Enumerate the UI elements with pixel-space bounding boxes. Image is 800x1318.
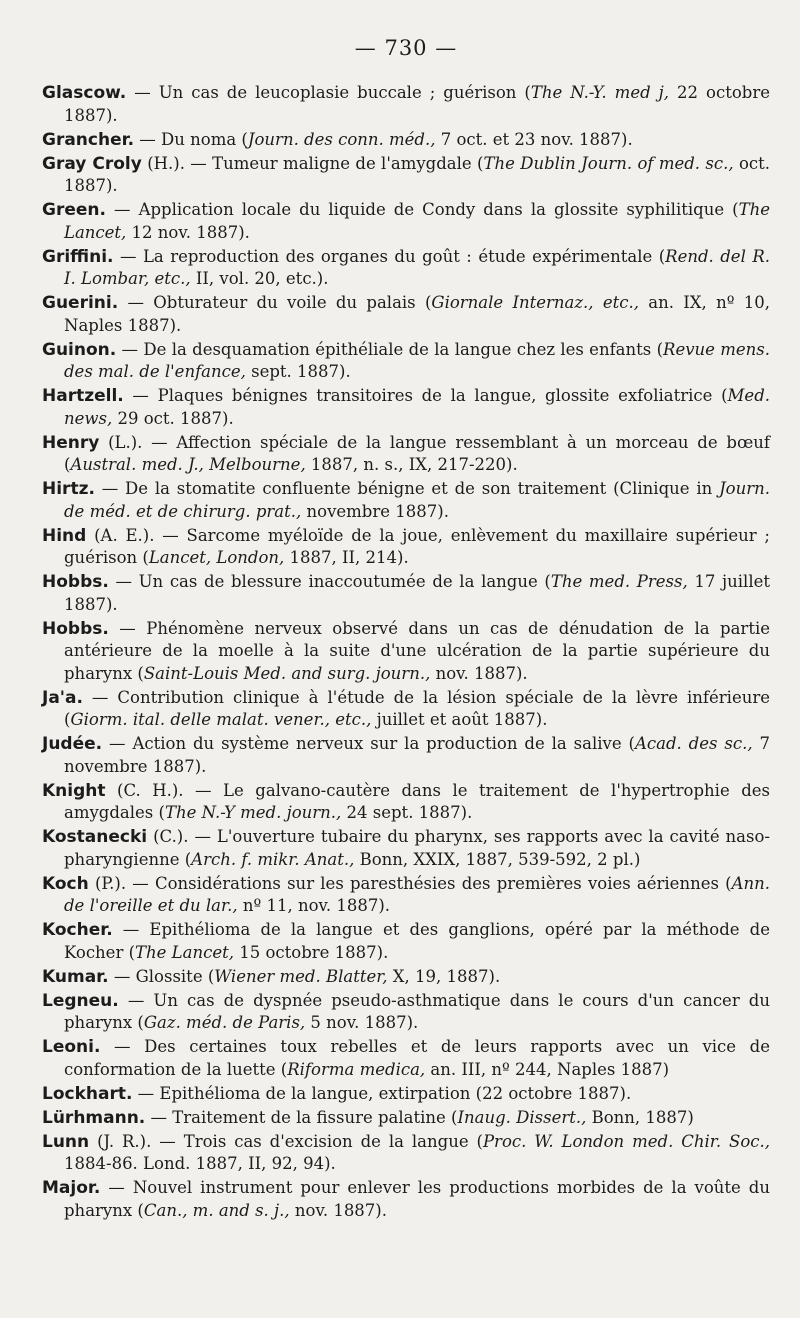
entry-details: II, vol. 20, etc.). (190, 269, 329, 288)
entry-source: Arch. f. mikr. Anat., (191, 849, 355, 869)
bibliography-entry (42, 919, 770, 964)
entry-author: Hobbs. (42, 618, 109, 639)
bibliography-entry (42, 780, 770, 825)
entry-details: 1887, n. s., IX, 217-220). (305, 455, 518, 474)
entry-source: The N.-Y med. journ., (164, 803, 342, 822)
entry-author: Hobbs. (42, 572, 109, 592)
entry-source: The N.-Y. med j, (530, 83, 670, 102)
entry-title: — De la desquamation épithéliale de la langue chez les enfants ( (116, 339, 664, 359)
entry-title: — Un cas de leucoplasie buccale ; guérison ( (126, 83, 531, 102)
entry-author: Glascow. (42, 83, 127, 103)
entry-title: (C.). — L'ouverture tubaire du pharynx, ses rapports avec la cavité naso-pharyngienne ( (64, 827, 770, 869)
entry-author: Hartzell. (42, 386, 124, 406)
entry-source: Journ. de méd. et de chirurg. prat., (64, 479, 770, 521)
entry-source: Lancet, London, (148, 548, 285, 567)
entry-author: Knight (42, 780, 106, 801)
bibliography-entry (42, 129, 770, 152)
entry-title: — Glossite ( (108, 966, 215, 986)
entry-details: X, 19, 1887). (387, 966, 501, 986)
entry-title: — Du noma ( (134, 129, 248, 149)
entry-source: The Dublin Journ. of med. sc., (483, 153, 734, 173)
entry-source: Giorm. ital. delle malat. vener., etc., (70, 710, 372, 729)
entry-author: Ja'a. (42, 687, 83, 708)
entry-title: — Plaques bénignes transitoires de la langue, glossite exfoliatrice ( (123, 386, 728, 405)
bibliography-entry (42, 246, 770, 291)
entry-author: Kumar. (42, 966, 109, 987)
entry-title: — Un cas de dyspnée pseudo-asthmatique dans le cours d'un cancer du pharynx ( (64, 990, 770, 1032)
entry-details: 15 octobre 1887). (233, 942, 389, 962)
bibliography-entry (42, 873, 770, 918)
entry-author: Griffini. (42, 246, 114, 267)
entry-source: The Lancet, (135, 942, 234, 962)
bibliography-entry (42, 153, 770, 198)
entry-details: nov. 1887). (289, 1200, 387, 1220)
entry-author: Judée. (42, 734, 103, 754)
bibliography-entry (42, 432, 770, 477)
bibliography-entry (42, 733, 770, 778)
bibliography-entry (42, 339, 770, 384)
entry-source: Saint-Louis Med. and surg. journ., (143, 663, 431, 683)
entry-source: Riforma medica, (287, 1059, 426, 1079)
entry-author: Lunn (42, 1131, 90, 1152)
entry-title: — Action du système nerveux sur la production de la salive ( (102, 734, 635, 753)
entry-details: an. IX, nº 10, Naples 1887). (64, 293, 770, 335)
entry-details: sept. 1887). (245, 362, 351, 381)
bibliography-entry (42, 826, 770, 871)
bibliography-entry (42, 1177, 770, 1222)
entry-details: 29 oct. 1887). (112, 408, 234, 428)
bibliography-entry (42, 385, 770, 430)
entry-author: Guinon. (42, 339, 117, 360)
bibliography-entry (42, 990, 770, 1035)
entry-author: Kostanecki (42, 827, 148, 847)
entry-details: 5 nov. 1887). (305, 1013, 419, 1032)
entry-title: — Epithélioma de la langue et des ganglions, opéré par la méthode de Kocher ( (64, 920, 770, 962)
entry-source: Wiener med. Blatter, (214, 966, 388, 986)
entry-source: Gaz. méd. de Paris, (143, 1013, 306, 1032)
entry-title: — La reproduction des organes du goût : étude expérimentale ( (113, 246, 666, 266)
bibliography-entry (42, 525, 770, 570)
entry-details: nº 11, nov. 1887). (237, 896, 391, 915)
entry-details: 1887, II, 214). (284, 548, 409, 567)
entry-title: (A. E.). — Sarcome myéloïde de la joue, enlèvement du maxillaire supérieur ; guérison ( (64, 525, 770, 567)
entry-title: — Phénomène nerveux observé dans un cas de dénudation de la partie antérieure de la moelle à la suite d'une ulcération de la partie supérieure du pharynx ( (64, 618, 770, 683)
entry-title: — Traitement de la fissure palatine ( (145, 1107, 458, 1127)
entry-source: Proc. W. London med. Chir. Soc., (482, 1131, 770, 1151)
entry-source: Inaug. Dissert., (457, 1107, 587, 1127)
bibliography-entry (42, 687, 770, 732)
bibliography-entry (42, 1083, 770, 1106)
entry-title: — Contribution clinique à l'étude de la lésion spéciale de la lèvre inférieure ( (64, 687, 770, 729)
entry-details: 17 juillet 1887). (64, 572, 770, 614)
entry-author: Hirtz. (42, 479, 95, 499)
entry-details: 1884-86. Lond. 1887, II, 92, 94). (64, 1154, 336, 1173)
entry-title: — Nouvel instrument pour enlever les productions morbides de la voûte du pharynx ( (64, 1178, 770, 1220)
entry-source: Journ. des conn. méd., (247, 129, 436, 149)
entry-details: 24 sept. 1887). (341, 803, 473, 822)
entry-author: Gray Croly (42, 153, 142, 174)
entry-author: Koch (42, 873, 89, 894)
entry-author: Hind (42, 525, 87, 546)
entry-source: The Lancet, (64, 200, 770, 242)
bibliography-entry (42, 82, 770, 127)
entry-source: Med. news, (64, 386, 770, 428)
entry-details: Bonn, XXIX, 1887, 539-592, 2 pl.) (354, 849, 641, 869)
entry-author: Kocher. (42, 920, 113, 940)
entry-author: Legneu. (42, 990, 119, 1011)
entry-title: — Un cas de blessure inaccoutumée de la langue ( (108, 572, 551, 591)
entry-details: 12 nov. 1887). (126, 222, 250, 242)
entry-source: Ann. de l'oreille et du lar., (64, 873, 770, 915)
entry-title: — Application locale du liquide de Condy dans la glossite syphilitique ( (105, 200, 739, 219)
bibliography-entry (42, 966, 770, 989)
entry-source: Rend. del R. I. Lombar, etc., (64, 246, 770, 288)
entry-title: — Epithélioma de la langue, extirpation (22 octobre 1887). (132, 1083, 632, 1103)
entry-author: Grancher. (42, 129, 135, 150)
entry-title: (L.). — Affection spéciale de la langue ressemblant à un morceau de bœuf ( (64, 432, 770, 474)
entry-source: Giornale Internaz., etc., (431, 293, 639, 312)
entry-author: Henry (42, 432, 100, 453)
entry-details: nov. 1887). (430, 663, 528, 683)
entry-source: Can., m. and s. j., (143, 1200, 290, 1220)
entry-details: 22 octobre 1887). (64, 83, 770, 125)
entry-source: Acad. des sc., (634, 734, 753, 753)
entry-details: juillet et août 1887). (371, 710, 548, 729)
entry-title: — De la stomatite confluente bénigne et de son traitement (Clinique in (94, 479, 720, 498)
entry-author: Lürhmann. (42, 1107, 146, 1128)
entry-author: Leoni. (42, 1037, 101, 1057)
entry-author: Guerini. (42, 293, 119, 313)
entry-author: Major. (42, 1178, 101, 1198)
entry-details: an. III, nº 244, Naples 1887) (425, 1059, 670, 1079)
entry-source: Revue mens. des mal. de l'enfance, (64, 339, 770, 381)
entry-source: The med. Press, (550, 572, 688, 591)
bibliography-entry (42, 199, 770, 244)
entry-title: — Obturateur du voile du palais ( (118, 293, 432, 312)
entry-title: (C. H.). — Le galvano-cautère dans le traitement de l'hypertrophie des amygdales ( (64, 780, 770, 822)
bibliography-entry (42, 618, 770, 686)
entry-details: Bonn, 1887) (586, 1107, 694, 1127)
entry-source: Austral. med. J., Melbourne, (70, 455, 306, 474)
entry-title: — Des certaines toux rebelles et de leurs rapports avec un vice de conformation de la luette ( (64, 1037, 770, 1079)
bibliography-entry (42, 478, 770, 523)
entry-title: (H.). — Tumeur maligne de l'amygdale ( (141, 153, 484, 173)
page-number: — 730 — (354, 36, 458, 60)
entry-details: 7 oct. et 23 nov. 1887). (435, 129, 633, 149)
entry-details: oct. 1887). (64, 153, 770, 195)
bibliography-entry (42, 1107, 770, 1130)
entry-author: Lockhart. (42, 1083, 133, 1104)
bibliography-entry (42, 1131, 770, 1176)
bibliography-entry (42, 571, 770, 616)
entry-details: novembre 1887). (301, 501, 449, 521)
entry-details: 7 novembre 1887). (64, 734, 770, 776)
bibliography-entry (42, 1036, 770, 1081)
entry-title: (P.). — Considérations sur les paresthésies des premières voies aériennes ( (88, 873, 732, 893)
entry-title: (J. R.). — Trois cas d'excision de la langue ( (89, 1131, 483, 1151)
bibliography-list (42, 82, 770, 1222)
bibliography-entry (42, 292, 770, 337)
entry-author: Green. (42, 200, 106, 220)
